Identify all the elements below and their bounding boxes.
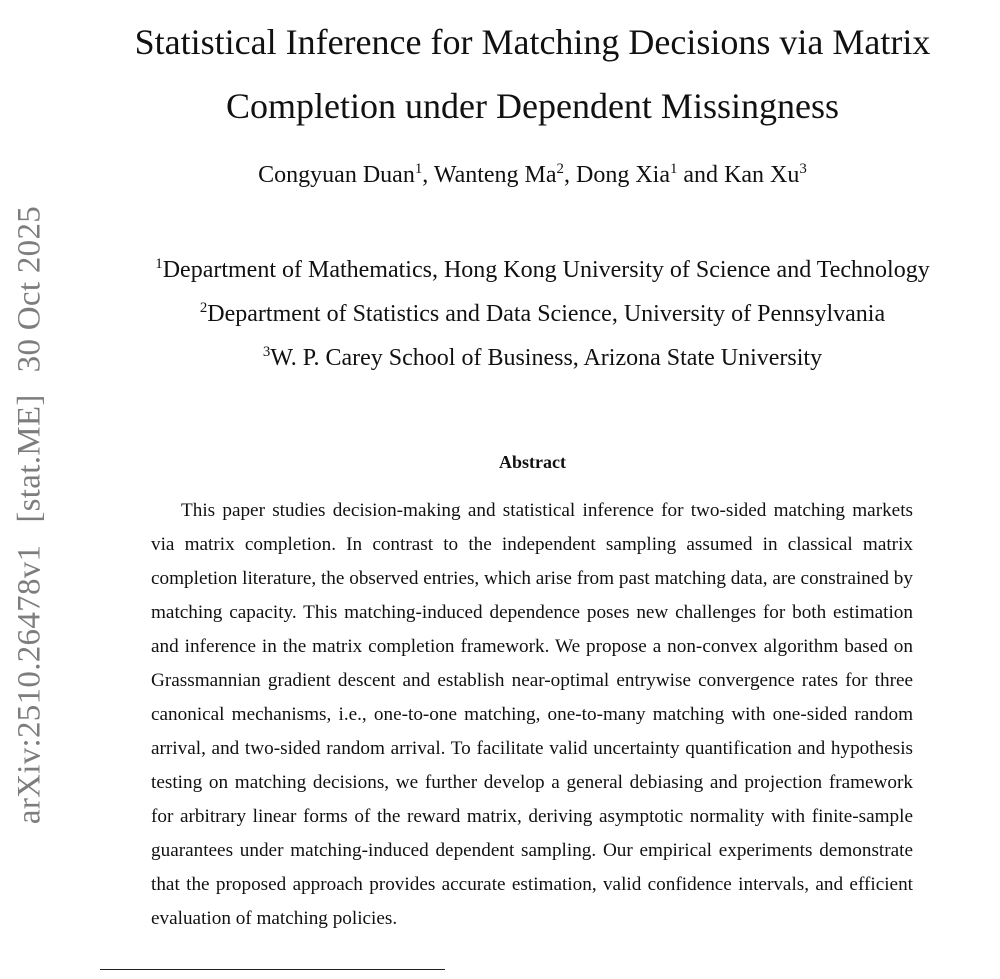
paper-title-line-1: Statistical Inference for Matching Decisions via Matrix [134,22,931,62]
footnote-divider [100,969,445,970]
author-affiliation-mark: 2 [556,161,564,177]
affiliation-list [95,248,990,380]
author-name: Congyuan Duan [258,162,415,188]
affiliation-mark: 1 [155,256,163,272]
arxiv-date: 30 Oct 2025 [11,205,48,373]
author-name: Wanteng Ma [433,162,557,188]
author-name: Kan Xu [724,162,800,188]
abstract-text: This paper studies decision-making and statistical inference for two-sided matching markets via matrix completion. In contrast to the independent sampling assumed in classical matrix completion literature, the observed entries, which arise from past matching data, are constrained by matching capacity. This matching-induced dependence poses new challenges for both estimation and inference in the matrix completion framework. We propose a non-convex algorithm based on Grassmannian gradient descent and establish near-optimal entrywise convergence rates for three canonical mechanisms, i.e., one-to-one matching, one-to-many matching with one-sided random arrival, and two-sided random arrival. To facilitate valid uncertainty quantification and hypothesis testing on matching decisions, we further develop a general debiasing and projection framework for arbitrary linear forms of the reward matrix, deriving asymptotic normality with finite-sample guarantees under matching-induced dependent sampling. Our empirical experiments demonstrate that the proposed approach provides accurate estimation, valid confidence intervals, and efficient evaluation of matching policies. [151,500,913,929]
affiliation-mark: 3 [262,344,271,360]
affiliation-mark: 2 [199,300,208,316]
affiliation [95,292,990,336]
affiliation [95,248,990,292]
author-affiliation-mark: 1 [414,161,423,177]
author-affiliation-mark: 3 [799,161,807,177]
author-separator: and [677,162,725,188]
affiliation-text: Department of Mathematics, Hong Kong University of Science and Technology [162,257,930,283]
abstract-heading: Abstract [499,452,566,472]
arxiv-identifier-stamp [0,0,60,979]
author-separator: , [422,162,434,188]
arxiv-id: arXiv:2510.26478v1 [11,544,48,825]
affiliation-text: Department of Statistics and Data Science, University of Pennsylvania [207,301,886,327]
author-affiliation-mark: 1 [669,161,678,177]
paper-title [95,10,970,138]
affiliation [95,336,990,380]
paper-title-line-2: Completion under Dependent Missingness [226,86,839,126]
arxiv-category: [stat.ME] [11,394,48,523]
author-separator: , [563,162,576,188]
author-name: Dong Xia [575,162,670,188]
affiliation-text: W. P. Carey School of Business, Arizona State University [270,345,823,371]
author-list [95,158,970,192]
